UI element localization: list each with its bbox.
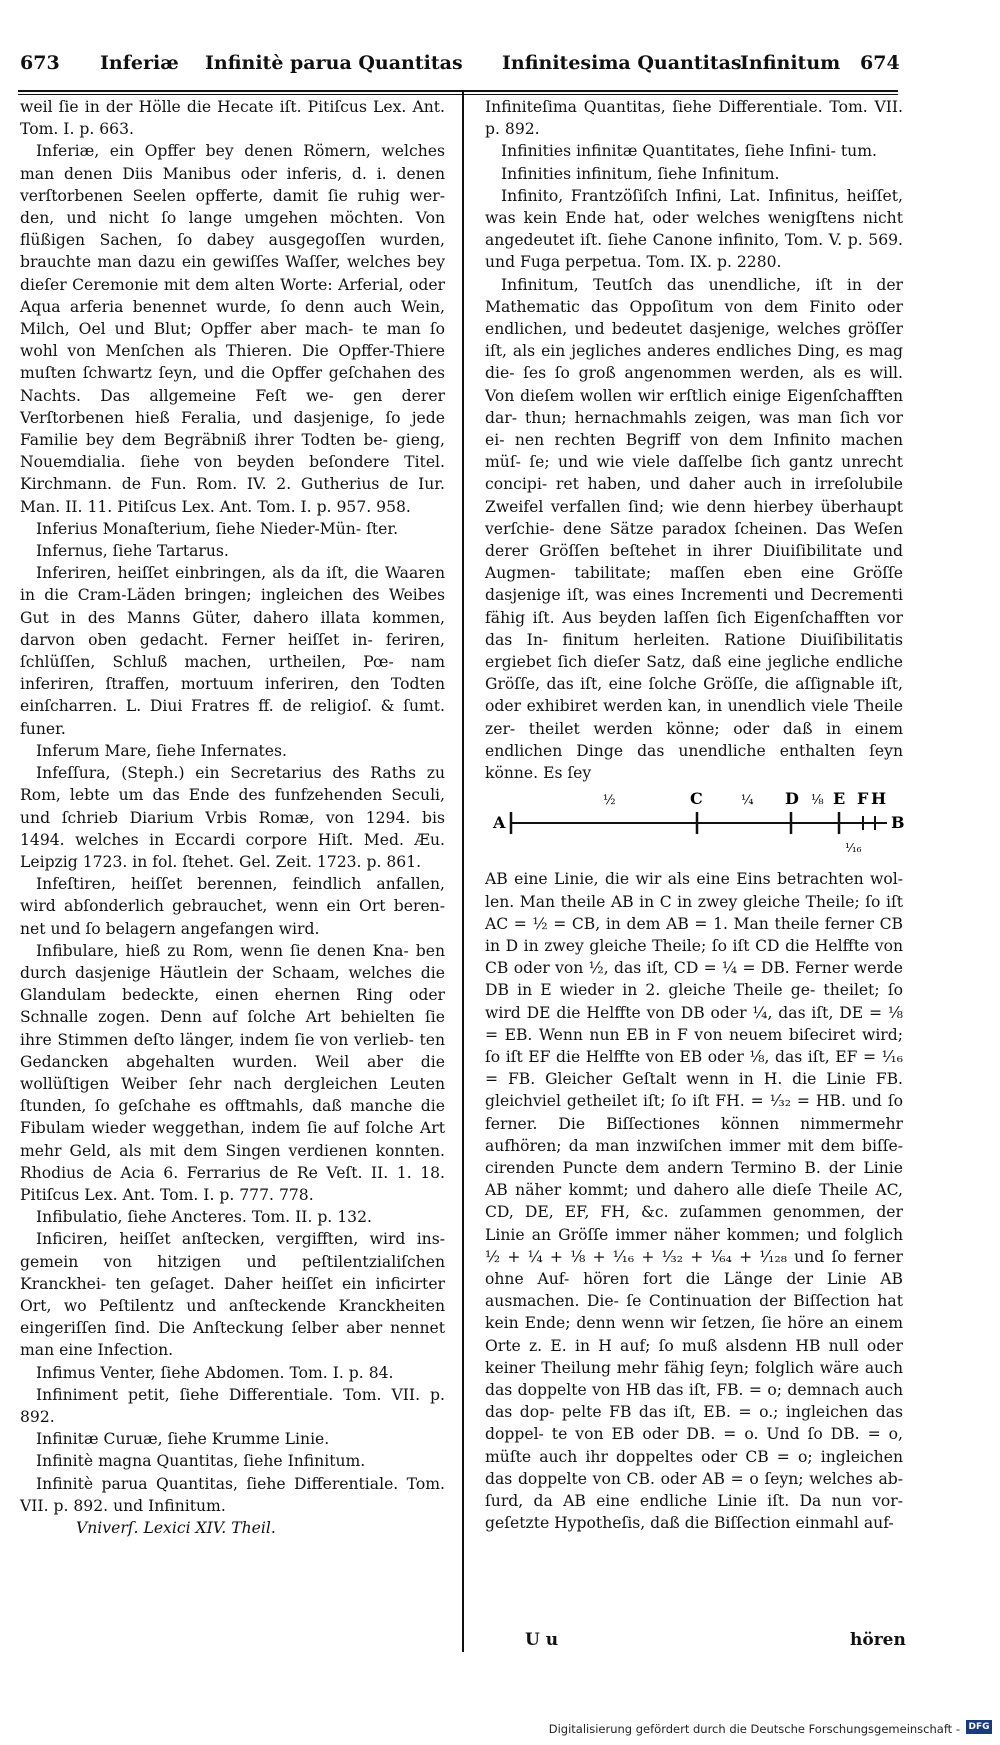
column-divider: [462, 92, 464, 1652]
entry-infinitum-continued: AB eine Linie, die wir als eine Eins betrachten wol- len. Man theile AB in C in zwey gleiche Theile; ſo iſt AC = ½ = CB, in dem AB = 1. Man theile ferner CB in D in zwey gleiche Theile; ſo iſt CD die Helffte von CB oder von ½, das iſt, CD = ¼ = DB. Ferner werde DB in E wieder in 2. gleiche Theile ge- theilet; ſo wird DE die Helffte von DB oder ¼, das iſt, DE = ⅛ = EB. Wenn nun EB in F von neuem biſeciret wird; ſo iſt EF die Helffte von EB oder ⅛, das iſt, EF = ¹⁄₁₆ = FB. Gleicher Geſtalt wenn in H. die Linie FB. gleichviel getheilet iſt; ſo iſt FH. = ¹⁄₃₂ = HB. und ſo ferner. Die Biſſectiones können nimmermehr aufhören; da man inzwiſchen immer mit dem biſſe- cirenden Puncte dem andern Termino B. der Linie AB näher kommt; und dahero alle dieſe Theile AC, CD, DE, EF, FH, &c. zuſammen genommen, der Linie an Gröſſe immer näher kommen; und folglich ½ + ¼ + ⅛ + ¹⁄₁₆ + ¹⁄₃₂ + ¹⁄₆₄ + ¹⁄₁₂₈ und ſo ferner ohne Auf- hören fort die Länge der Linie AB ausmachen. Die- ſe Continuation der Biſſection hat kein Ende; denn wenn wir ſetzen, ſie höre an einem Orte z. E. in H auf; ſo muß alsdenn HB null oder keiner Theilung mehr fähig ſeyn; folglich wäre auch das doppelte von HB das iſt, FB. = o; demnach auch das dop- pelte FB das iſt, EB. = o.; ingleichen das doppel- te von EB oder DB. = o. Und ſo DB. = o, müſte auch ihr doppeltes oder CB = o; ingleichen das doppelte von CB. oder AB = o ſeyn; welches ab- ſurd, da AB eine endliche Linie iſt. Da nun vor- geſetzte Hypotheſis, daß die Biſſection einmahl auf-: [485, 870, 903, 1533]
entry-inficiren: Inficiren, heiſſet anſtecken, vergifften, wird ins- gemein von hitzigen und peſtilentzialiſchen Kranckhei- ten geſaget. Daher heiſſet ein inficirter Ort, wo Peſtilentz und anſteckende Kranckheiten eingeriſſen ſind. Die Anſteckung ſelber aber nennet man eine Infection.: [20, 1230, 445, 1360]
dfg-logo: DFG: [966, 1720, 992, 1734]
frac-ef: ¹⁄₁₆: [845, 841, 862, 856]
head-word-left-1: Inferiæ: [100, 52, 179, 74]
entry-infernus: Infernus, ſiehe Tartarus.: [36, 542, 229, 561]
entry-inferiae: Inferiæ, ein Opffer bey denen Römern, welches man denen Diis Manibus oder inferis, d. i. denen verſtorbenen Seelen opfferte, damit ſie ruhig wer- den, und nicht ſo lange umgehen möchten. Von flüßigen Sachen, ſo dabey ausgegoſſen wurden, brauchte man dazu ein gewiſſes Waſſer, welches bey dieſer Ceremonie mit dem alten Worte: Arferial, oder Aqua arferia benennet wurde, ſo denn auch Wein, Milch, Oel und Blut; Opffer aber mach- te man ſo wohl von Menſchen als Thieren. Die Opffer-Thiere muſten ſchwartz ſeyn, und die Opffer geſchahen des Nachts. Das allgemeine Feſt we- gen derer Verſtorbenen hieß Feralia, und dasjenige, ſo jede Familie bey dem Begräbniß ihrer Todten be- gieng, Nouemdialia. ſiehe von beyden beſondere Titel. Kirchmann. de Fun. Rom. IV. 2. Gutherius de Iur. Man. II. 11. Pitiſcus Lex. Ant. Tom. I. p. 957. 958.: [20, 142, 445, 516]
label-f: F: [857, 789, 869, 809]
head-rule-thin: [18, 94, 898, 95]
head-word-right-2: Infinitum: [740, 52, 841, 74]
entry-inferum-mare: Inferum Mare, ſiehe Infernates.: [36, 741, 287, 760]
running-head: [0, 52, 1000, 82]
label-h: H: [871, 789, 887, 809]
entry-infestiren: Infeſtiren, heiſſet berennen, feindlich anfallen, wird abſonderlich gebrauchet, wenn ein Ort beren- net und ſo belagern angefangen wird.: [20, 875, 445, 938]
volume-signature: Vniverſ. Lexici XIV. Theil.: [76, 1519, 276, 1537]
entry-infinities-quantitates: Infinities infinitæ Quantitates, ſiehe Infini- tum.: [501, 142, 877, 161]
page-number-left: 673: [20, 52, 60, 74]
entry-infinite-magna: Infinitè magna Quantitas, ſiehe Infinitum.: [36, 1452, 366, 1471]
left-column: [20, 96, 445, 1539]
frac-cd: ¼: [741, 793, 754, 809]
head-word-left-2: Infinitè parua Quantitas: [205, 52, 463, 74]
bisection-diagram: [485, 788, 903, 858]
signature-mark: U u: [525, 1630, 559, 1650]
head-word-right-1: Infinitesima Quantitas: [502, 52, 742, 74]
entry-inferiren: Inferiren, heiſſet einbringen, als da iſt, die Waaren in die Cram-Läden bringen; ingleichen des Weibes Gut in des Manns Güter, dahero illata kommen, darvon oben gedacht. Ferner heiſſet in- feriren, ſchlüſſen, Schluß machen, urtheilen, Pœ- nam inferiren, ſtraffen, mortuum inferiren, den Todten einſcharren. L. Diui Fratres ff. de religioſ. & ſumt. funer.: [20, 564, 445, 738]
digitization-note: Digitalisierung gefördert durch die Deutsche Forschungsgemeinschaft -: [548, 1722, 960, 1736]
entry-infibulatio: Infibulatio, ſiehe Ancteres. Tom. II. p. 132.: [36, 1208, 372, 1227]
entry-infinitum: Infinitum, Teutſch das unendliche, iſt in der Mathematic das Oppoſitum von dem Finito oder endlichen, und bedeutet dasjenige, welches gröſſer iſt, als ein jegliches anderes endliches Ding, es mag die- ſes ſo groß angenommen werden, als es will. Von dieſem wollen wir erſtlich einige Eigenſchafften dar- thun; hernachmahls zeigen, was man ſich vor ei- nen rechten Begriff von dem Infinito machen müſ- ſe; und wie viele daſſelbe ſich gantz unrecht concipi- ret haben, und daher auch in irreſolubile Zweifel verfallen ſind; wie denn hierbey überhaupt verſchie- dene Sätze paradox ſcheinen. Das Weſen derer Gröſſen beſtehet in ihrer Diuiſibilitate und Augmen- tabilitate; maſſen eben eine Gröſſe dasjenige iſt, was eines Incrementi und Decrementi fähig iſt. Aus beyden laſſen ſich Eigenſchafften vor das In- finitum herleiten. Ratione Diuiſibilitatis ergiebet ſich dieſer Satz, daß eine jegliche endliche Gröſſe, das iſt, eine ſolche Gröſſe, die aſſignable iſt, oder exhibiret werden kan, in unendlich viele Theile zer- theilet werden könne; oder daß in einem endlichen Dinge das unendliche enthalten ſeyn könne. Es ſey: [485, 275, 903, 783]
frac-ac: ½: [603, 793, 616, 809]
label-e: E: [833, 789, 846, 809]
label-b: B: [891, 813, 905, 833]
entry-infiniment-petit: Infiniment petit, ſiehe Differentiale. Tom. VII. p. 892.: [20, 1385, 445, 1426]
entry-infinitesima: Infiniteſima Quantitas, ſiehe Differentiale. Tom. VII. p. 892.: [485, 98, 903, 139]
entry-hecate-continuation: weil ſie in der Hölle die Hecate iſt. Pitiſcus Lex. Ant. Tom. I. p. 663.: [20, 98, 445, 139]
entry-infinities-infinitum: Infinities infinitum, ſiehe Infinitum.: [501, 164, 780, 183]
entry-infibulare: Infibulare, hieß zu Rom, wenn ſie denen Kna- ben durch dasjenige Häutlein der Schaam, welches die Glandulam bedeckte, einen ehernen Ring oder Schnalle zogen. Denn auf ſolche Art behielten ſie ihre Stimmen deſto länger, indem ſie von verlieb- ten Gedancken abgehalten wurden. Weil aber die wollüſtigen Weiber ſehr nach dergleichen Leuten ſtunden, ſo geſchahe es offtmahls, daß manche die Fibulam wieder weggethan, indem ſie auf ſolche Art mehr Geld, als mit dem Singen verdienen konnten. Rhodius de Acia 6. Ferrarius de Re Veſt. II. 1. 18. Pitiſcus Lex. Ant. Tom. I. p. 777. 778.: [20, 941, 445, 1204]
entry-infimus-venter: Infimus Venter, ſiehe Abdomen. Tom. I. p. 84.: [36, 1363, 394, 1382]
page-number-right: 674: [860, 52, 900, 74]
entry-infinite-parua: Infinitè parua Quantitas, ſiehe Differentiale. Tom. VII. p. 892. und Infinitum.: [20, 1474, 445, 1515]
entry-inferius-monasterium: Inferius Monaſterium, ſiehe Nieder-Mün- ſter.: [36, 519, 399, 538]
head-rule: [18, 90, 898, 92]
right-column: [485, 96, 903, 1534]
frac-de: ⅛: [811, 793, 824, 809]
entry-infinito: Infinito, Frantzöſiſch Infini, Lat. Infinitus, heiſſet, was kein Ende hat, oder welches wenigſtens nicht angedeutet iſt. ſiehe Canone infinito, Tom. V. p. 569. und Fuga perpetua. Tom. IX. p. 2280.: [485, 186, 903, 272]
entry-infinitae-curvae: Infinitæ Curuæ, ſiehe Krumme Linie.: [36, 1430, 330, 1449]
label-a: A: [493, 813, 506, 833]
catchword: hören: [850, 1630, 906, 1650]
label-c: C: [690, 789, 703, 809]
label-d: D: [785, 789, 799, 809]
entry-infessura: Infeſſura, (Steph.) ein Secretarius des Raths zu Rom, lebte um das Ende des funfzehenden Seculi, und ſchrieb Diarium Vrbis Romæ, von 1294. bis 1494. welches in Eccardi corpore Hiſt. Med. Æu. Leipzig 1723. in fol. ſtehet. Gel. Zeit. 1723. p. 861.: [20, 764, 445, 871]
bisection-line-figure: [485, 788, 903, 858]
